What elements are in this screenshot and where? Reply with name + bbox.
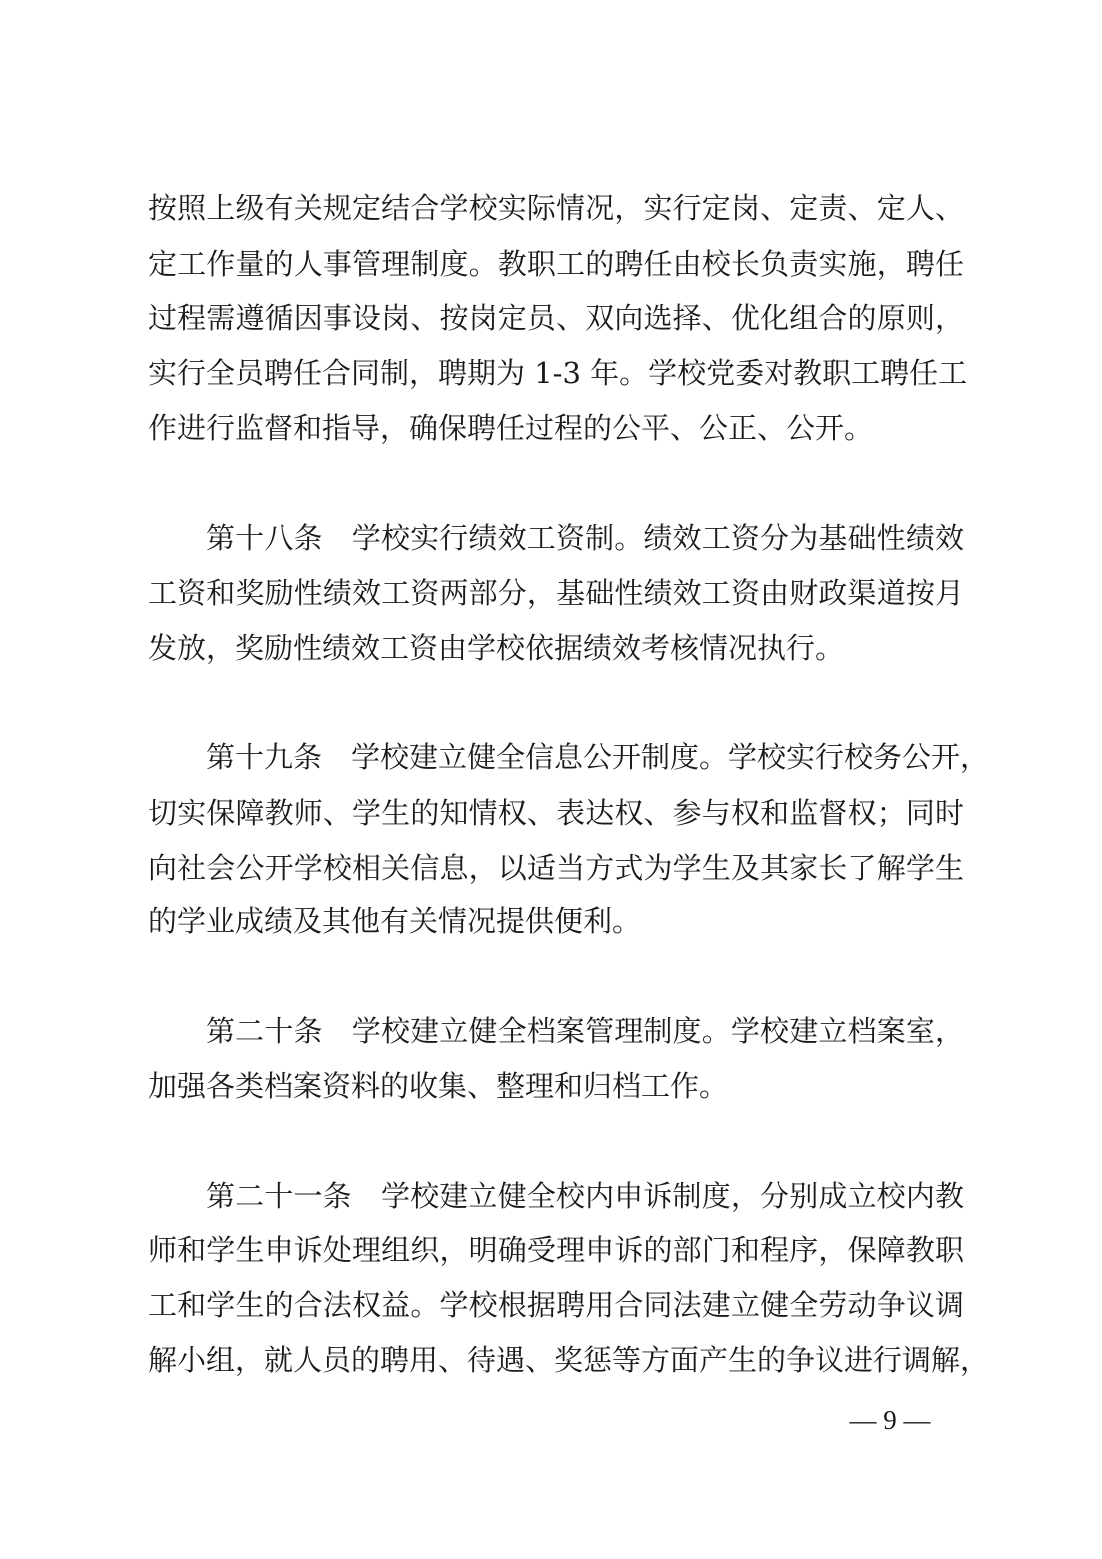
text-line: 发放，奖励性绩效工资由学校依据绩效考核情况执行。 (148, 631, 845, 665)
article-heading-line: 第十八条 学校实行绩效工资制。绩效工资分为基础性绩效 (206, 521, 964, 555)
text-line: 向社会公开学校相关信息，以适当方式为学生及其家长了解学生 (148, 851, 964, 885)
article-heading-line: 第二十条 学校建立健全档案管理制度。学校建立档案室， (206, 1014, 964, 1048)
text-line: 的学业成绩及其他有关情况提供便利。 (148, 904, 642, 938)
text-line: 切实保障教师、学生的知情权、表达权、参与权和监督权；同时 (148, 796, 964, 830)
text-line: 作进行监督和指导，确保聘任过程的公平、公正、公开。 (148, 411, 874, 445)
text-line: 师和学生申诉处理组织，明确受理申诉的部门和程序，保障教职 (148, 1233, 964, 1267)
page-number: — 9 — (849, 1405, 931, 1435)
article-heading-line: 第二十一条 学校建立健全校内申诉制度，分别成立校内教 (206, 1179, 964, 1213)
article-heading-line: 第十九条 学校建立健全信息公开制度。学校实行校务公开， (206, 740, 990, 774)
text-line: 实行全员聘任合同制，聘期为 1-3 年。学校党委对教职工聘任工 (148, 356, 968, 390)
text-line: 定工作量的人事管理制度。教职工的聘任由校长负责实施，聘任 (148, 247, 964, 281)
text-line: 工和学生的合法权益。学校根据聘用合同法建立健全劳动争议调 (148, 1288, 964, 1322)
text-line: 过程需遵循因事设岗、按岗定员、双向选择、优化组合的原则， (148, 301, 964, 335)
text-line: 按照上级有关规定结合学校实际情况，实行定岗、定责、定人、 (148, 191, 964, 225)
text-line: 工资和奖励性绩效工资两部分，基础性绩效工资由财政渠道按月 (148, 576, 964, 610)
text-line: 加强各类档案资料的收集、整理和归档工作。 (148, 1069, 729, 1103)
text-line: 解小组，就人员的聘用、待遇、奖惩等方面产生的争议进行调解， (148, 1343, 990, 1377)
